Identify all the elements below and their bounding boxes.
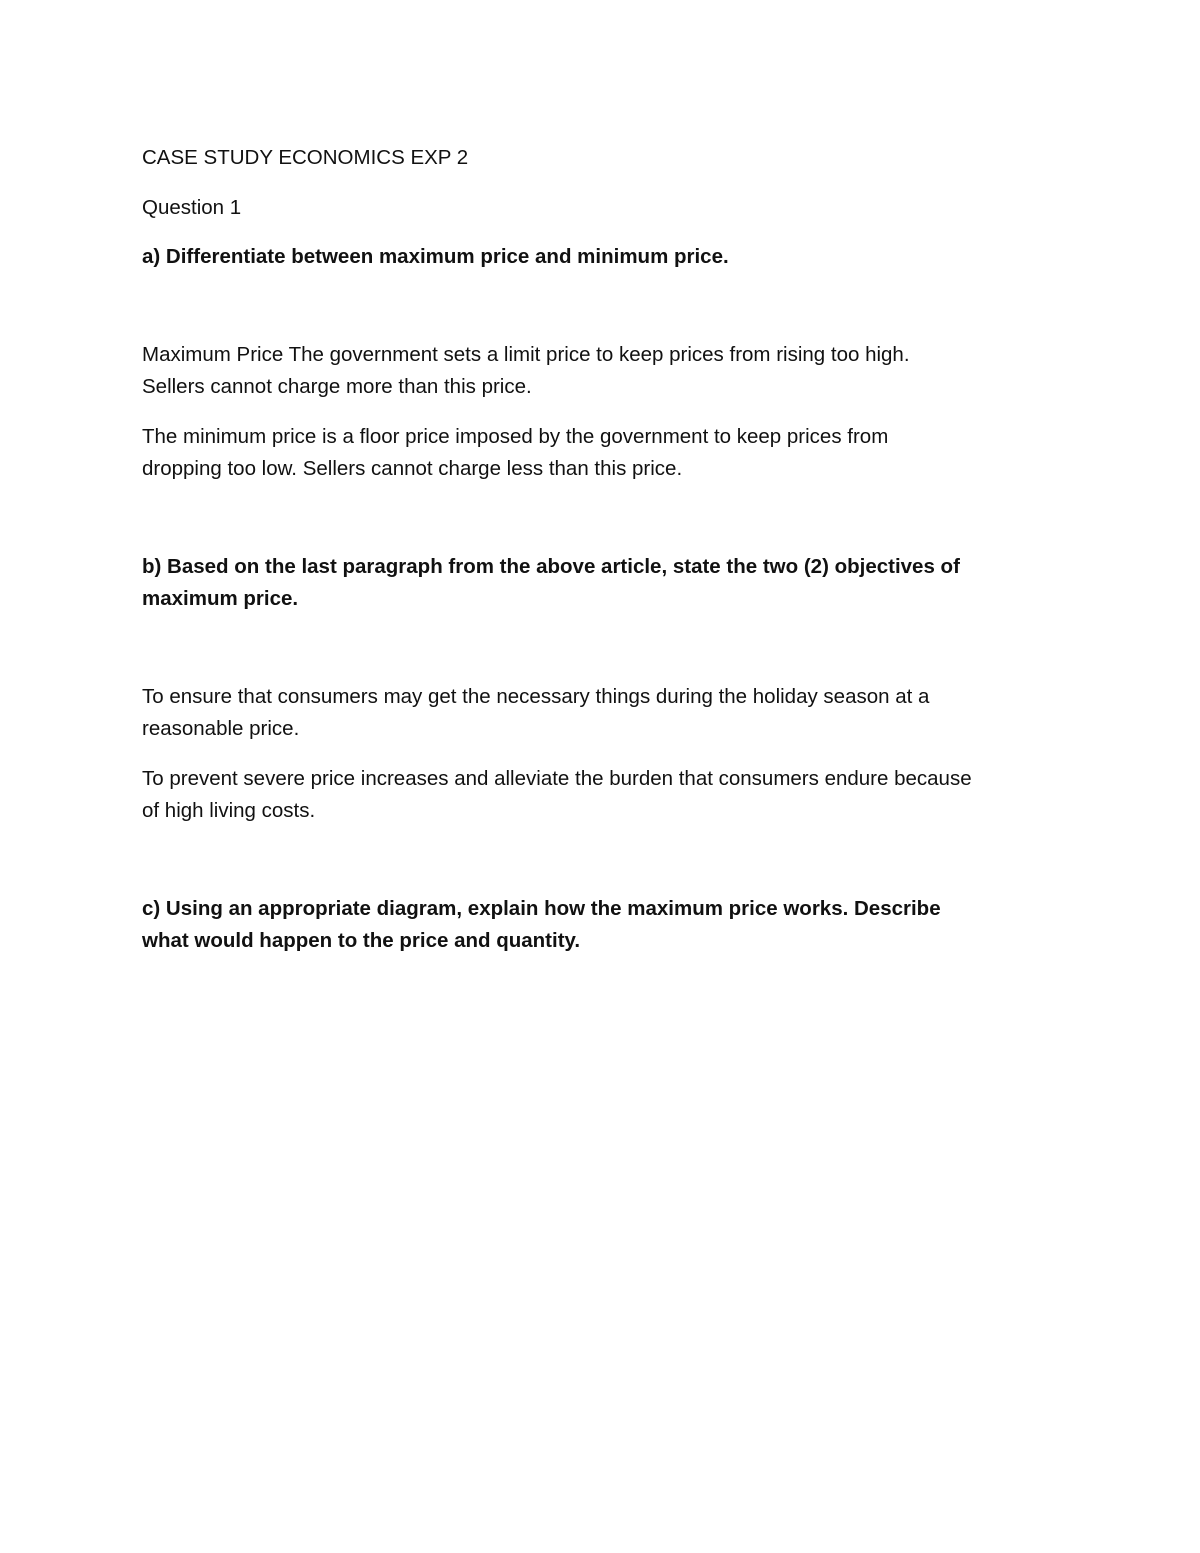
text-line: To ensure that consumers may get the necessary things during the holiday season at a — [142, 684, 930, 708]
question-a: a) Differentiate between maximum price and minimum price. — [142, 245, 729, 268]
text-line: of high living costs. — [142, 799, 316, 822]
text-line: c) Using an appropriate diagram, explain how the maximum price works. Describe — [142, 896, 941, 920]
answer-b-objective-1 — [142, 681, 1072, 746]
text-line: reasonable price. — [142, 717, 300, 740]
text-line: maximum price. — [142, 587, 299, 610]
answer-b-objective-2 — [142, 763, 1072, 828]
answer-a-minimum-price — [142, 421, 1072, 486]
document-title: CASE STUDY ECONOMICS EXP 2 — [142, 146, 469, 169]
question-b — [142, 551, 1072, 616]
text-line: what would happen to the price and quantity. — [142, 929, 581, 952]
text-line: The minimum price is a floor price imposed by the government to keep prices from — [142, 424, 889, 448]
text-line: To prevent severe price increases and alleviate the burden that consumers endure because — [142, 766, 972, 790]
text-line: dropping too low. Sellers cannot charge less than this price. — [142, 457, 683, 480]
text-line: Sellers cannot charge more than this price. — [142, 375, 532, 398]
answer-a-maximum-price — [142, 339, 1072, 404]
text-line: b) Based on the last paragraph from the above article, state the two (2) objectives of — [142, 554, 960, 578]
document-body — [142, 142, 1072, 958]
question-number: Question 1 — [142, 195, 242, 219]
text-line: Maximum Price The government sets a limit price to keep prices from rising too high. — [142, 342, 910, 366]
question-c — [142, 893, 1072, 958]
